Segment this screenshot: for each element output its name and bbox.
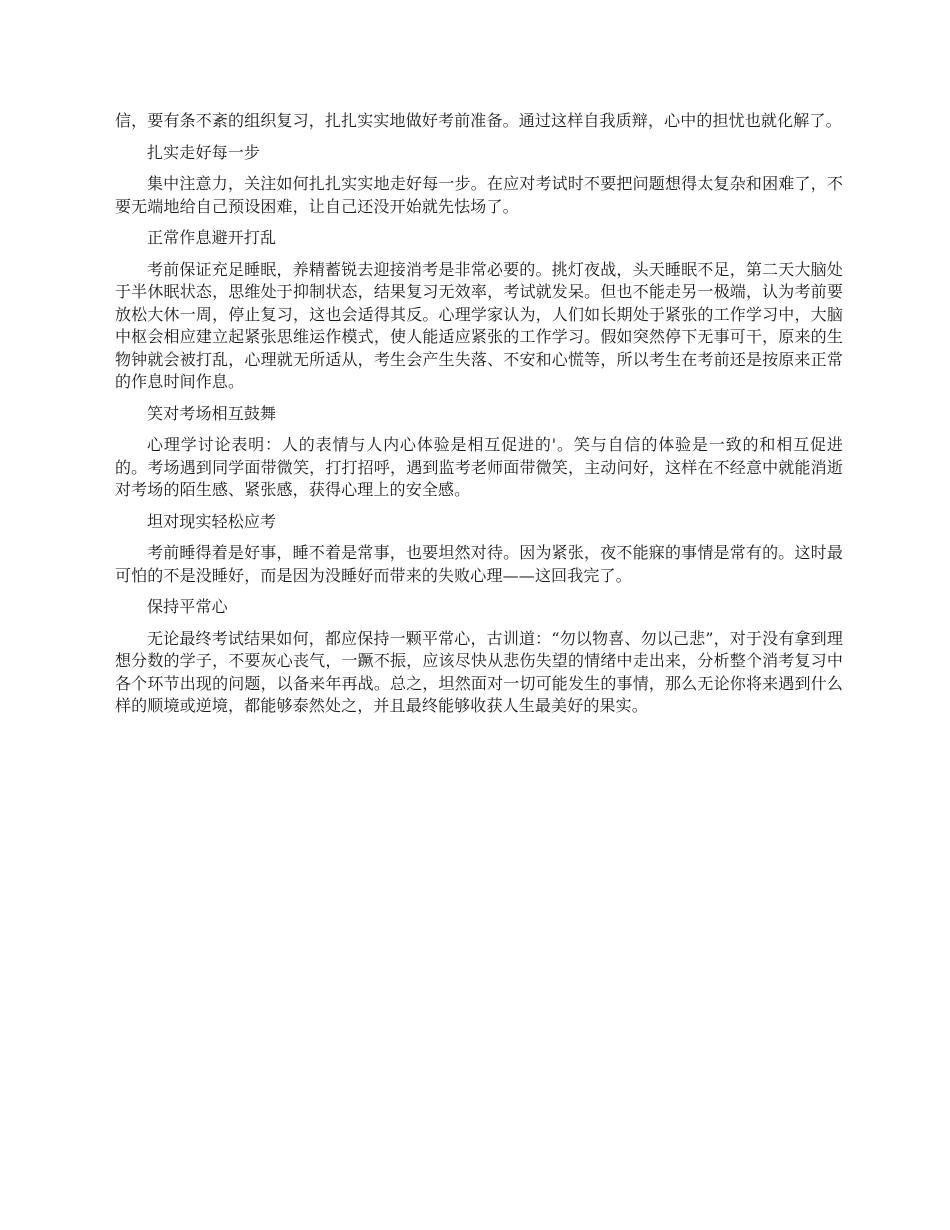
section-paragraph: 考前睡得着是好事，睡不着是常事，也要坦然对待。因为紧张，夜不能寐的事情是常有的。这时最可怕的不是没睡好，而是因为没睡好而带来的失败心理——这回我完了。: [115, 543, 843, 585]
section-heading: 扎实走好每一步: [147, 142, 261, 162]
section-paragraph: 心理学讨论表明：人的表情与人内心体验是相互促进的'。笑与自信的体验是一致的和相互促进的。考场遇到同学面带微笑，打打招呼，遇到监考老师面带微笑，主动问好，这样在不经意中就能消逝对考场的陌生感、紧张感，获得心理上的安全感。: [115, 435, 843, 499]
section-paragraph: 集中注意力，关注如何扎扎实实地走好每一步。在应对考试时不要把问题想得太复杂和困难了，不要无端地给自己预设困难，让自己还没开始就先怯场了。: [115, 174, 843, 216]
section-paragraph: 考前保证充足睡眠，养精蓄锐去迎接消考是非常必要的。挑灯夜战，头天睡眠不足，第二天大脑处于半休眠状态，思维处于抑制状态，结果复习无效率，考试就发呆。但也不能走另一极端，认为考前要放松大休一周，停止复习，这也会适得其反。心理学家认为，人们如长期处于紧张的工作学习中，大脑中枢会相应建立起紧张思维运作模式，使人能适应紧张的工作学习。假如突然停下无事可干，原来的生物钟就会被打乱，心理就无所适从，考生会产生失落、不安和心慌等，所以考生在考前还是按原来正常的作息时间作息。: [115, 259, 843, 391]
section-heading: 保持平常心: [147, 597, 228, 616]
opening-paragraph: 信，要有条不紊的组织复习，扎扎实实地做好考前准备。通过这样自我质辩，心中的担忧也就化解了。: [115, 111, 842, 130]
section-heading: 笑对考场相互鼓舞: [147, 403, 277, 423]
document-page: [115, 110, 843, 727]
section-paragraph: 无论最终考试结果如何，都应保持一颗平常心，古训道：“勿以物喜、勿以己悲”，对于没有拿到理想分数的学子，不要灰心丧气，一蹶不振，应该尽快从悲伤失望的情绪中走出来，分析整个消考复习中各个环节出现的问题，以备来年再战。总之，坦然面对一切可能发生的事情，那么无论你将来遇到什么样的顺境或逆境，都能够泰然处之，并且最终能够收获人生最美好的果实。: [115, 628, 843, 715]
section-heading: 正常作息避开打乱: [147, 228, 277, 247]
section-heading: 坦对现实轻松应考: [147, 511, 277, 531]
